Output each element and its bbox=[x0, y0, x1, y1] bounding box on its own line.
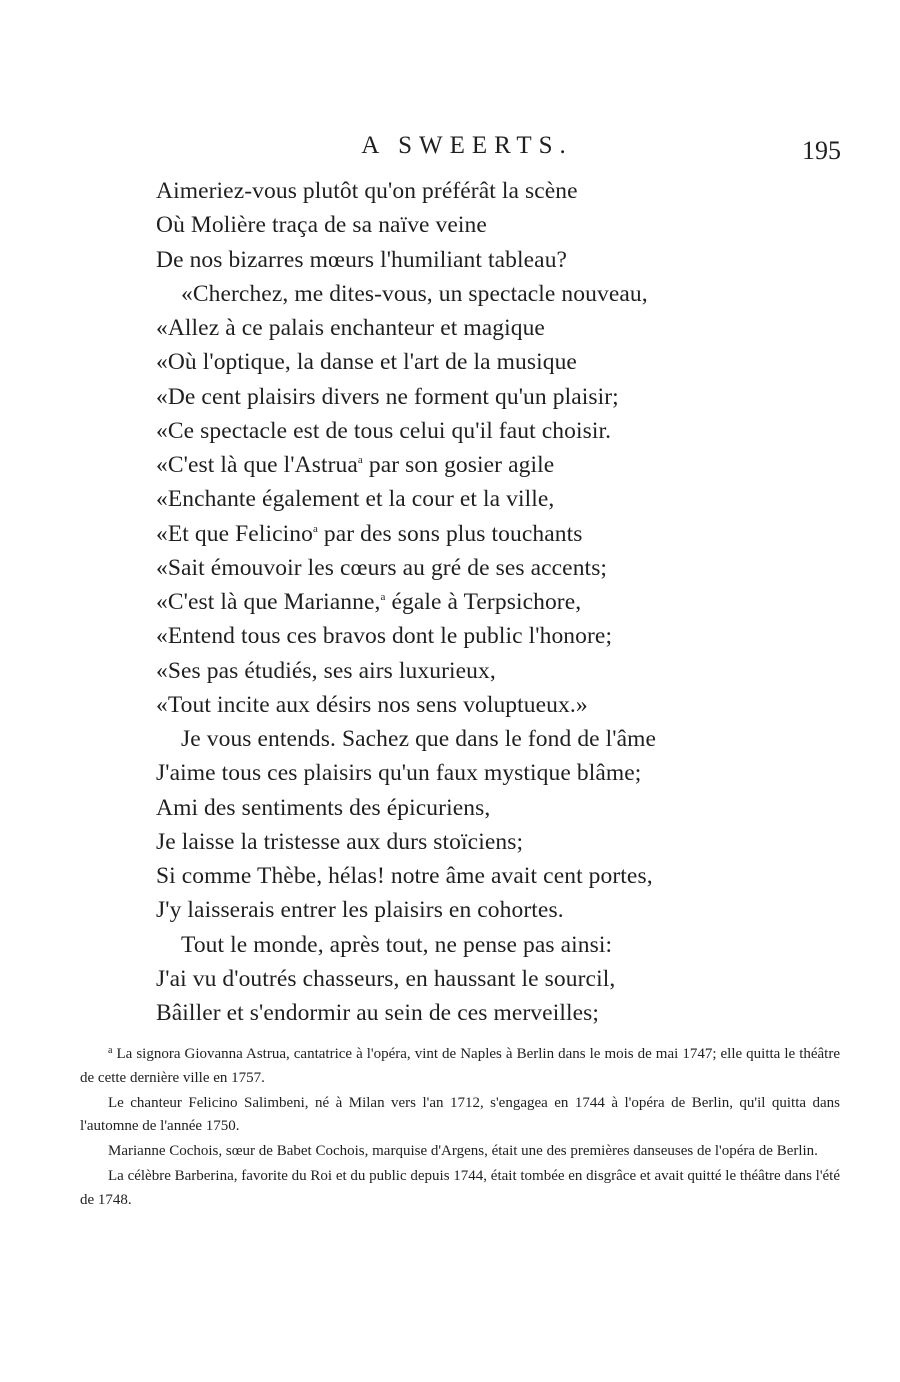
footnote-text: Le chanteur Felicino Salimbeni, né à Milan vers l'an 1712, s'engagea en 1744 à l'opéra de Berlin, qu'il quitta dans l'automne de l'année 1750. bbox=[80, 1094, 840, 1134]
poem bbox=[156, 174, 796, 1030]
verse-text: «Sait émouvoir les cœurs au gré de ses accents; bbox=[156, 554, 608, 581]
verse-text: «Où l'optique, la danse et l'art de la musique bbox=[156, 349, 577, 376]
verse-text: Si comme Thèbe, hélas! notre âme avait cent portes, bbox=[156, 863, 653, 889]
footnote bbox=[80, 1165, 840, 1212]
verse-line bbox=[156, 414, 796, 448]
verse-line bbox=[156, 654, 796, 688]
verse-text: Bâiller et s'endormir au sein de ces merveilles; bbox=[156, 1000, 599, 1026]
verse-text: «De cent plaisirs divers ne forment qu'un plaisir; bbox=[156, 383, 619, 410]
verse-line bbox=[156, 791, 796, 825]
verse-text: «Enchante également et la cour et la ville, bbox=[156, 486, 555, 513]
verse-text: Où Molière traça de sa naïve veine bbox=[156, 212, 487, 239]
verse-line bbox=[156, 585, 796, 619]
verse-line bbox=[156, 962, 796, 996]
footnote bbox=[80, 1140, 840, 1164]
verse-line bbox=[156, 688, 796, 722]
verse-line bbox=[156, 996, 796, 1030]
verse-text: J'y laisserais entrer les plaisirs en cohortes. bbox=[156, 897, 564, 924]
verse-text: par son gosier agile bbox=[362, 452, 555, 478]
verse-line bbox=[156, 825, 796, 859]
footnote-text: La célèbre Barberina, favorite du Roi et du public depuis 1744, était tombée en disgrâce et avait quitté le théâtre dans l'été de 1748. bbox=[80, 1168, 841, 1208]
footnote-marker: a bbox=[357, 454, 363, 466]
footnote-text: Marianne Cochois, sœur de Babet Cochois, marquise d'Argens, était une des premières danseuses de l'opéra de Berlin. bbox=[108, 1143, 818, 1159]
verse-text: J'ai vu d'outrés chasseurs, en haussant le sourcil, bbox=[156, 965, 616, 992]
verse-text: Je vous entends. Sachez que dans le fond de l'âme bbox=[181, 726, 657, 752]
verse-line bbox=[156, 311, 796, 345]
footnote-text: La signora Giovanna Astrua, cantatrice à l'opéra, vint de Naples à Berlin dans le mois de mai 1747; elle quitta le théâtre de cette dernière ville en 1757. bbox=[80, 1046, 840, 1086]
verse-text: «Ce spectacle est de tous celui qu'il faut choisir. bbox=[156, 417, 612, 444]
verse-line bbox=[156, 448, 796, 482]
verse-line bbox=[156, 893, 796, 927]
verse-text: Ami des sentiments des épicuriens, bbox=[156, 794, 491, 821]
footnotes bbox=[80, 1043, 840, 1214]
verse-text: De nos bizarres mœurs l'humiliant tableau? bbox=[156, 246, 568, 273]
verse-line bbox=[156, 551, 796, 585]
verse-text: «Tout incite aux désirs nos sens voluptueux.» bbox=[156, 691, 588, 718]
verse-text: par des sons plus touchants bbox=[317, 520, 583, 547]
verse-line bbox=[156, 208, 796, 242]
verse-text: «C'est là que Marianne, bbox=[156, 589, 381, 615]
footnote-marker: a bbox=[312, 522, 318, 535]
verse-text: J'aime tous ces plaisirs qu'un faux mystique blâme; bbox=[156, 760, 642, 787]
verse-text: «Entend tous ces bravos dont le public l'honore; bbox=[156, 623, 613, 650]
verse-line bbox=[156, 722, 796, 756]
verse-text: «Allez à ce palais enchanteur et magique bbox=[156, 315, 545, 341]
verse-text: Je laisse la tristesse aux durs stoïciens; bbox=[156, 828, 524, 855]
verse-text: «Ses pas étudiés, ses airs luxurieux, bbox=[156, 657, 496, 684]
verse-line bbox=[156, 619, 796, 653]
verse-line bbox=[156, 345, 796, 379]
verse-line bbox=[156, 756, 796, 790]
verse-text: «Et que Felicino bbox=[156, 520, 313, 547]
page-number: 195 bbox=[802, 136, 841, 165]
footnote bbox=[80, 1043, 840, 1090]
footnote bbox=[80, 1092, 840, 1139]
verse-text: Tout le monde, après tout, ne pense pas ainsi: bbox=[181, 931, 613, 958]
verse-line bbox=[156, 859, 796, 893]
verse-line bbox=[156, 517, 796, 551]
verse-text: «Cherchez, me dites-vous, un spectacle nouveau, bbox=[181, 280, 648, 307]
verse-text: «C'est là que l'Astrua bbox=[156, 452, 358, 478]
running-header-title: A SWEERTS. bbox=[361, 132, 573, 159]
footnote-marker: a bbox=[380, 591, 386, 603]
verse-line bbox=[156, 928, 796, 962]
verse-line bbox=[156, 380, 796, 414]
verse-line bbox=[156, 482, 796, 516]
verse-line bbox=[156, 277, 796, 311]
verse-line bbox=[156, 174, 796, 208]
verse-text: égale à Terpsichore, bbox=[385, 589, 582, 615]
verse-text: Aimeriez-vous plutôt qu'on préférât la scène bbox=[156, 178, 578, 204]
verse-line bbox=[156, 243, 796, 277]
footnote-marker: a bbox=[108, 1045, 113, 1056]
